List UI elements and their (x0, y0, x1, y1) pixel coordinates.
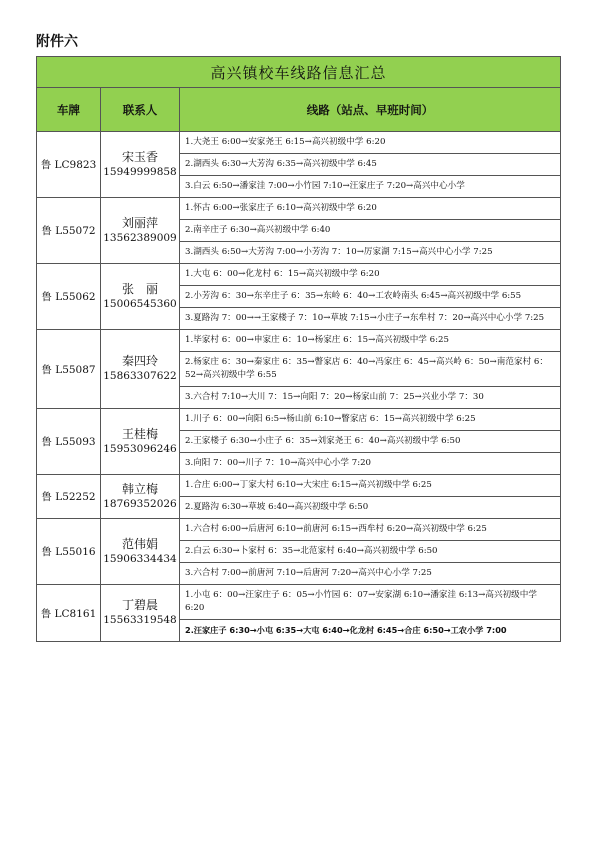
contact-name: 丁碧晨 (121, 598, 158, 612)
route-cell: 1.川子 6：00→向阳 6:5→杨山前 6:10→瞥家店 6：15→高兴初级中学 6:25 (180, 409, 561, 431)
contact-phone: 15906334434 (103, 552, 177, 565)
route-cell: 1.合庄 6:00→丁家大村 6:10→大宋庄 6:15→高兴初级中学 6:25 (180, 475, 561, 497)
table-title: 高兴镇校车线路信息汇总 (37, 57, 561, 88)
route-cell: 2.湖西头 6:30→大芳沟 6:35→高兴初级中学 6:45 (180, 154, 561, 176)
route-cell: 3.向阳 7：00→川子 7：10→高兴中心小学 7:20 (180, 453, 561, 475)
contact-cell (101, 264, 180, 330)
route-cell: 1.六合村 6:00→后唐河 6:10→前唐河 6:15→西牟村 6:20→高兴初级中学 6:25 (180, 519, 561, 541)
bus-route-table (36, 56, 561, 642)
contact-name: 范伟娟 (121, 536, 158, 551)
contact-phone: 18769352026 (103, 497, 177, 510)
contact-name: 宋玉香 (121, 149, 158, 164)
route-cell: 2.杨家庄 6：30→秦家庄 6：35→瞥家店 6：40→冯家庄 6：45→高兴岭 6：50→南范家村 6：52→高兴初级中学 6:55 (180, 352, 561, 387)
route-cell: 1.大屯 6：00→化龙村 6：15→高兴初级中学 6:20 (180, 264, 561, 286)
plate-cell: 鲁 L55072 (37, 198, 101, 264)
plate-cell: 鲁 LC9823 (37, 132, 101, 198)
contact-name: 韩立梅 (121, 481, 158, 496)
contact-phone: 15006545360 (103, 297, 177, 310)
contact-phone: 13562389009 (103, 231, 177, 244)
header-plate: 车牌 (37, 88, 101, 132)
contact-cell (101, 330, 180, 409)
contact-phone: 15949999858 (103, 165, 177, 178)
contact-name: 王桂梅 (121, 426, 158, 441)
plate-cell: 鲁 L55062 (37, 264, 101, 330)
plate-cell: 鲁 L55016 (37, 519, 101, 585)
route-cell: 2.王家楼子 6:30→小庄子 6：35→刘家尧王 6：40→高兴初级中学 6:50 (180, 431, 561, 453)
route-cell: 3.六合村 7:10→大川 7：15→向阳 7：20→杨家山前 7：25→兴业小学 7：30 (180, 387, 561, 409)
route-cell: 2.南辛庄子 6:30→高兴初级中学 6:40 (180, 220, 561, 242)
contact-phone: 15863307622 (103, 370, 177, 382)
route-cell: 1.大尧王 6:00→安家尧王 6:15→高兴初级中学 6:20 (180, 132, 561, 154)
route-cell: 1.小屯 6：00→汪家庄子 6：05→小竹园 6：07→安家湖 6:10→潘家洼 6:13→高兴初级中学 6:20 (180, 585, 561, 620)
plate-cell: 鲁 L55087 (37, 330, 101, 409)
contact-cell (101, 519, 180, 585)
route-cell: 2.汪家庄子 6:30→小屯 6:35→大屯 6:40→化龙村 6:45→合庄 6:50→工农小学 7:00 (180, 620, 561, 642)
contact-cell (101, 198, 180, 264)
contact-name: 张 丽 (121, 281, 158, 296)
attachment-label: 附件六 (36, 34, 78, 50)
plate-cell: 鲁 LC8161 (37, 585, 101, 642)
route-cell: 2.夏路沟 6:30→草坡 6:40→高兴初级中学 6:50 (180, 497, 561, 519)
contact-phone: 15563319548 (103, 614, 177, 626)
contact-name: 刘丽萍 (121, 215, 158, 230)
route-cell: 3.夏路沟 7：00→→王家楼子 7：10→草坡 7:15→小庄子→东牟村 7：20→高兴中心小学 7:25 (180, 308, 561, 330)
header-route: 线路（站点、早班时间） (180, 88, 561, 132)
contact-cell (101, 132, 180, 198)
plate-cell: 鲁 L55093 (37, 409, 101, 475)
route-cell: 2.白云 6:30→卜家村 6：35→北范家村 6:40→高兴初级中学 6:50 (180, 541, 561, 563)
plate-cell: 鲁 L52252 (37, 475, 101, 519)
route-cell: 3.白云 6:50→潘家洼 7:00→小竹园 7:10→汪家庄子 7:20→高兴中心小学 (180, 176, 561, 198)
contact-cell (101, 409, 180, 475)
route-cell: 3.六合村 7:00→前唐河 7:10→后唐河 7:20→高兴中心小学 7:25 (180, 563, 561, 585)
contact-phone: 15953096246 (103, 442, 177, 455)
contact-cell (101, 585, 180, 642)
route-cell: 1.毕家村 6：00→申家庄 6：10→杨家庄 6：15→高兴初级中学 6:25 (180, 330, 561, 352)
contact-cell (101, 475, 180, 519)
route-cell: 3.湖西头 6:50→大芳沟 7:00→小芳沟 7：10→厉家湖 7:15→高兴中心小学 7:25 (180, 242, 561, 264)
header-contact: 联系人 (101, 88, 180, 132)
route-cell: 1.怀古 6:00→张家庄子 6:10→高兴初级中学 6:20 (180, 198, 561, 220)
route-cell: 2.小芳沟 6：30→东辛庄子 6：35→东岭 6：40→工农岭南头 6:45→高兴初级中学 6:55 (180, 286, 561, 308)
contact-name: 秦四玲 (121, 354, 158, 368)
